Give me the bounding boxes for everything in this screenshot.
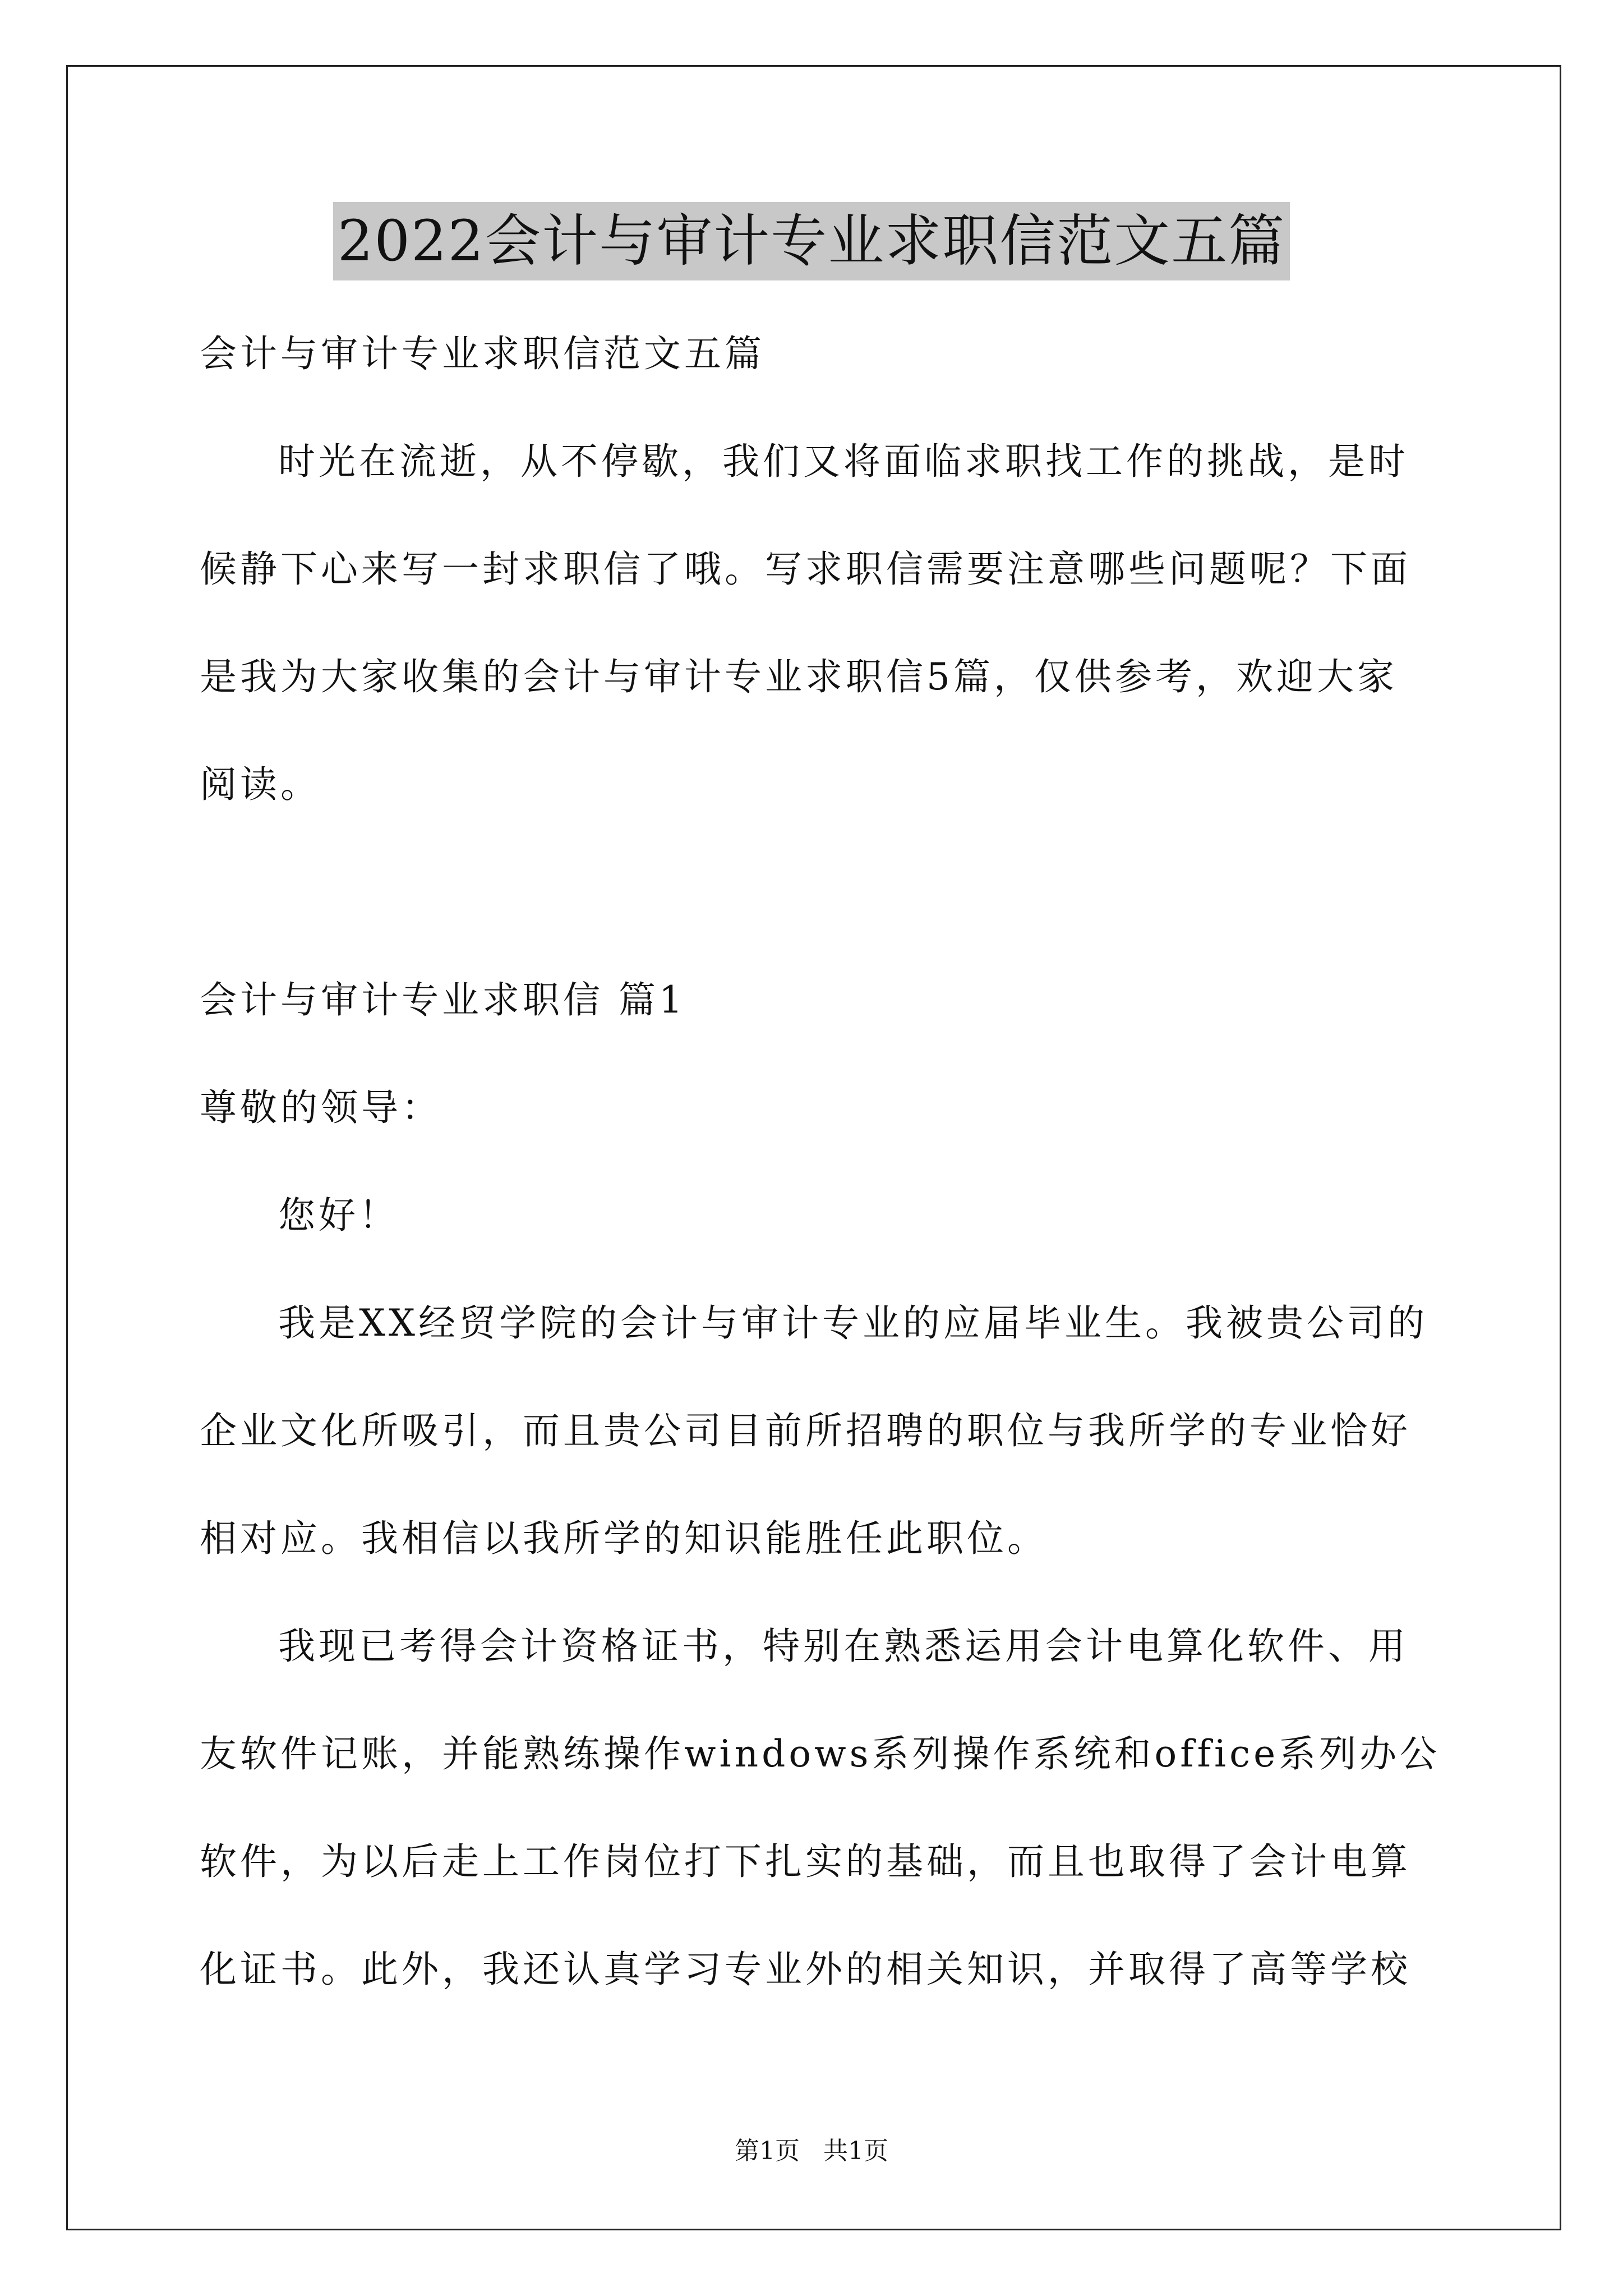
intro-line-1: 时光在流逝，从不停歇，我们又将面临求职找工作的挑战，是时 <box>278 440 1409 483</box>
intro-line-3: 是我为大家收集的会计与审计专业求职信5篇，仅供参考，欢迎大家 <box>200 655 1398 698</box>
greeting: 您好！ <box>278 1194 399 1237</box>
paragraph-2-line-2: 友软件记账，并能熟练操作windows系列操作系统和office系列办公 <box>200 1732 1441 1775</box>
document-body <box>200 300 1441 2023</box>
section-heading: 会计与审计专业求职信 篇1 <box>200 978 686 1022</box>
paragraph-1-line-3: 相对应。我相信以我所学的知识能胜任此职位。 <box>200 1517 1048 1560</box>
document-title: 2022会计与审计专业求职信范文五篇 <box>333 202 1290 280</box>
intro-line-2: 候静下心来写一封求职信了哦。写求职信需要注意哪些问题呢？下面 <box>200 547 1411 591</box>
paragraph-2-line-1: 我现已考得会计资格证书，特别在熟悉运用会计电算化软件、用 <box>278 1625 1409 1668</box>
salutation: 尊敬的领导： <box>200 1086 442 1129</box>
paragraph-1-line-2: 企业文化所吸引，而且贵公司目前所招聘的职位与我所学的专业恰好 <box>200 1409 1411 1452</box>
paragraph-2-line-4: 化证书。此外，我还认真学习专业外的相关知识，并取得了高等学校 <box>200 1948 1411 1991</box>
paragraph-2-line-3: 软件，为以后走上工作岗位打下扎实的基础，而且也取得了会计电算 <box>200 1840 1411 1883</box>
page-footer: 第1页 共1页 <box>735 2137 888 2165</box>
title-container <box>0 202 1623 280</box>
subtitle-line: 会计与审计专业求职信范文五篇 <box>200 332 765 375</box>
blank-line <box>200 839 1433 946</box>
paragraph-1-line-1: 我是XX经贸学院的会计与审计专业的应届毕业生。我被贵公司的 <box>278 1301 1428 1345</box>
intro-line-4: 阅读。 <box>200 763 321 806</box>
